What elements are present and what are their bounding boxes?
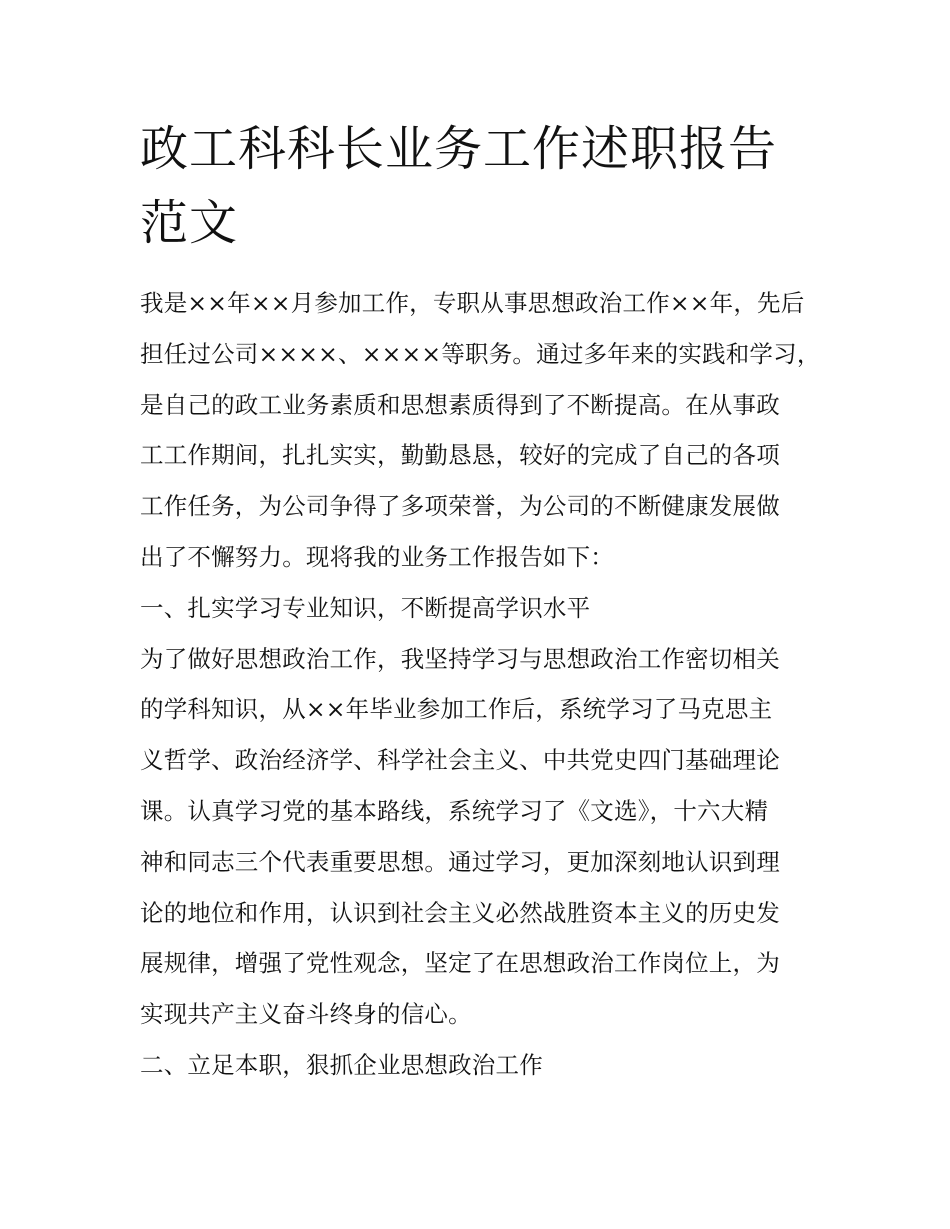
body-line: 的学科知识，从××年毕业参加工作后，系统学习了马克思主: [140, 695, 773, 724]
body-line: 为了做好思想政治工作，我坚持学习与思想政治工作密切相关: [140, 644, 780, 673]
body-line: 神和同志三个代表重要思想。通过学习，更加深刻地认识到理: [140, 847, 780, 876]
document-title: [140, 112, 820, 260]
body-line: 是自己的政工业务素质和思想素质得到了不断提高。在从事政: [140, 390, 780, 419]
body-line: 义哲学、政治经济学、科学社会主义、中共党史四门基础理论: [140, 746, 780, 775]
section-heading: 二、立足本职，狠抓企业思想政治工作: [140, 1050, 543, 1079]
title-line: 范文: [140, 195, 239, 251]
document-body: [140, 278, 830, 1091]
body-line: 论的地位和作用，认识到社会主义必然战胜资本主义的历史发: [140, 898, 780, 927]
body-line: 实现共产主义奋斗终身的信心。: [140, 1000, 472, 1029]
body-line: 出了不懈努力。现将我的业务工作报告如下：: [140, 542, 614, 571]
body-line: 工作任务，为公司争得了多项荣誉，为公司的不断健康发展做: [140, 492, 780, 521]
section-heading: 一、扎实学习专业知识，不断提高学识水平: [140, 593, 591, 622]
body-line: 我是××年××月参加工作，专职从事思想政治工作××年，先后: [140, 289, 805, 317]
body-line: 担任过公司××××、××××等职务。通过多年来的实践和学习，: [140, 339, 821, 368]
body-line: 课。认真学习党的基本路线，系统学习了《文选》，十六大精: [140, 796, 769, 825]
body-line: 展规律，增强了党性观念，坚定了在思想政治工作岗位上，为: [140, 949, 780, 978]
title-line: 政工科科长业务工作述职报告: [140, 121, 778, 177]
body-line: 工工作期间，扎扎实实，勤勤恳恳，较好的完成了自己的各项: [140, 441, 780, 470]
